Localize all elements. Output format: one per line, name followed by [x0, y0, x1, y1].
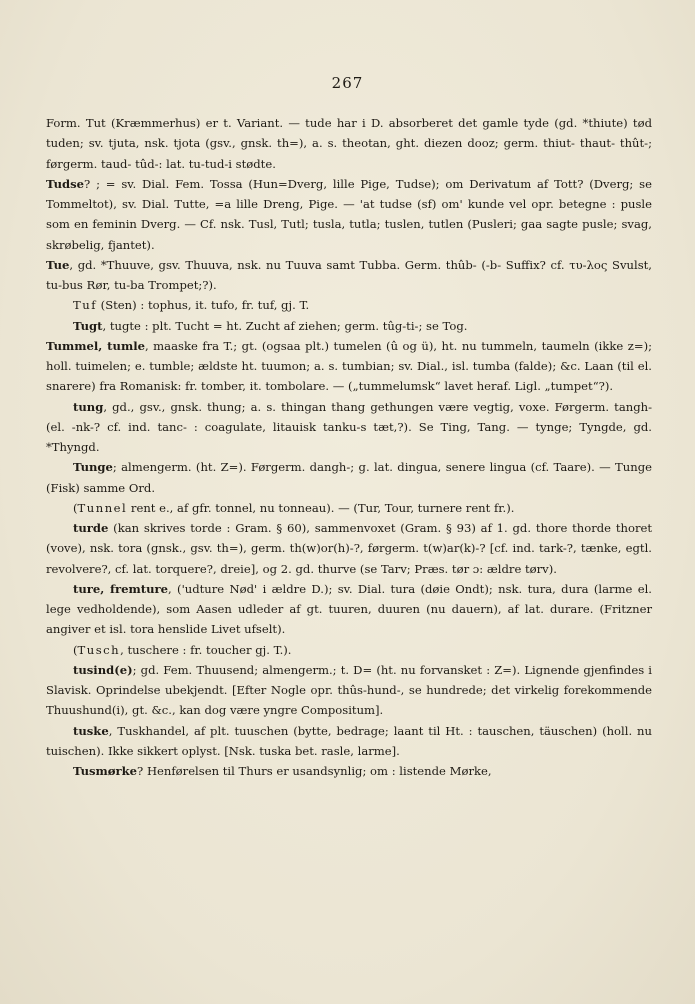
- entry-tue: [46, 255, 652, 296]
- entry-tunge: [46, 457, 652, 498]
- page-content: [46, 113, 652, 781]
- entry-headword: Tue: [46, 257, 70, 272]
- entry-headword: Tudse: [46, 176, 85, 191]
- entry-ture: [46, 579, 652, 640]
- entry-headword: tung: [73, 399, 104, 414]
- entry-headword: Tusmørke: [73, 764, 138, 778]
- entry-headword: Tugt: [73, 318, 103, 333]
- entry-form-continuation: [46, 113, 652, 174]
- entry-text: rent e., af gfr. tonnel, nu tonneau). — (Tur, Tour, turnere rent fr.).: [127, 500, 515, 515]
- entry-headword: Tuf: [73, 298, 97, 313]
- entry-text: ; almengerm. (ht. Z=). Førgerm. dangh-; g. lat. dingua, senere lingua (cf. Taare). — Tunge (Fisk) samme Ord.: [46, 460, 652, 495]
- entry-tunnel: (Tunnel rent e., af gfr. tonnel, nu tonneau). — (Tur, Tour, turnere rent fr.).: [73, 500, 515, 515]
- entry-headword: Tunge: [73, 460, 113, 475]
- page-number: 267: [331, 74, 364, 92]
- entry-text: Form. Tut (Kræmmerhus) er t. Variant. — tude har i D. absorberet det gamle tyde (gd. *thiute) tød tuden; sv. tjuta, nsk. tjota (gsv., gnsk. th=), a. s. theotan, ght. diezen dooz; germ. thiut- thaut- thût-; førgerm. taud- tûd-: lat. tu-tud-i stødte.: [46, 116, 652, 171]
- entry-text: ? ; = sv. Dial. Fem. Tossa (Hun=Dverg, lille Pige, Tudse); om Derivatum af Tott? (Dverg; se Tommeltot), sv. Dial. Tutte, =a lille Dreng, Pige. — 'at tudse (sf) om' kunde vel opr. betegne : pusle som en feminin Dverg. — Cf. nsk. Tusl, Tutl; tusla, tutla; tuslen, tutlen (Pusleri; gaa sagte pusle; svag, skrøbelig, fjantet).: [46, 176, 652, 252]
- entry-text: , gd. *Thuuve, gsv. Thuuva, nsk. nu Tuuva samt Tubba. Germ. thûb- (-b- Suffix? cf. τυ-λος Svulst, tu-bus Rør, tu-ba Trompet;?).: [46, 257, 652, 292]
- entry-text: (Sten) : tophus, it. tufo, fr. tuf, gj. T.: [97, 298, 310, 313]
- entry-text: ? Henførelsen til Thurs er usandsynlig; om : listende Mørke,: [137, 764, 492, 778]
- entry-tummel: [46, 336, 652, 397]
- entry-tusmorke: [46, 761, 652, 781]
- entry-headword: Tunnel: [77, 500, 128, 515]
- entry-text: , tugte : plt. Tucht = ht. Zucht af ziehen; germ. tûg-ti-; se Tog.: [102, 318, 468, 333]
- entry-text: (kan skrives torde : Gram. § 60), sammenvoxet (Gram. § 93) af 1. gd. thore thorde thoret (vove), nsk. tora (gnsk., gsv. th=), germ. th(w)or(h)-?, førgerm. t(w)ar(k)-? [cf. ind. tark-?, tænke, egtl. revolvere?, cf. lat. torquere?, dreie], og 2. gd. thurve (se Tarv; Præs. tør ɔ: ældre tørv).: [46, 521, 652, 576]
- entry-tung: [46, 397, 652, 458]
- entry-headword: Tummel, tumle: [46, 338, 146, 353]
- entry-headword: tuske: [73, 723, 109, 738]
- entry-headword: turde: [73, 521, 109, 535]
- entry-tusinde: [46, 660, 652, 721]
- entry-text: , gd., gsv., gnsk. thung; a. s. thingan thang gethungen være vegtig, voxe. Førgerm. tangh- (el. -nk-? cf. ind. tanc- : coagulate, litauisk tanku-s tæt,?). Se Ting, Tang. — tynge; Tyngde, gd. *Thyngd.: [46, 399, 652, 454]
- entry-turde: [46, 518, 652, 579]
- entry-text: , ('udture Nød' i ældre D.); sv. Dial. tura (døie Ondt); nsk. tura, dura (larme el. lege vedholdende), som Aasen udleder af gt. tuuren, duuren (nu dauern), af lat. durare. (Fritzner angiver et isl. tora henslide Livet ufselt).: [46, 581, 652, 637]
- entry-text: , Tuskhandel, af plt. tuuschen (bytte, bedrage; laant til Ht. : tauschen, täuschen) (holl. nu tuischen). Ikke sikkert oplyst. [Nsk. tuska bet. rasle, larme].: [46, 723, 652, 758]
- entry-tuf: [46, 295, 652, 315]
- entry-tudse: [46, 174, 652, 255]
- entry-tugt: [46, 316, 652, 336]
- entry-headword: ture, fremture: [73, 581, 169, 596]
- entry-headword: Tusch: [77, 642, 121, 657]
- entry-text: , tuschere : fr. toucher gj. T.).: [120, 642, 292, 657]
- entry-text: ; gd. Fem. Thuusend; almengerm.; t. D= (ht. nu forvansket : Z=). Lignende gjenfindes i Slavisk. Oprindelse ubekjendt. [Efter Nogle opr. thûs-hund-, se hundrede; det virkelig forekommende Thuushund(i), gt. &c., kan dog være yngre Compositum].: [46, 662, 652, 718]
- entry-text: , maaske fra T.; gt. (ogsaa plt.) tumelen (û og ü), ht. nu tummeln, taumeln (ikke z=); holl. tuimelen; e. tumble; ældste ht. tuumon; a. s. tumbian; sv. Dial., isl. tumba (falde); &c. Laan (til el. snarere) fra Romanisk: fr. tomber, it. tombolare. — („tummelumsk“ lavet heraf. Ligl. „tumpet“?).: [46, 338, 652, 394]
- entry-headword: tusind(e): [73, 662, 133, 677]
- entry-tuske: [46, 721, 652, 762]
- entry-tusch: (Tusch, tuschere : fr. toucher gj. T.).: [73, 642, 292, 657]
